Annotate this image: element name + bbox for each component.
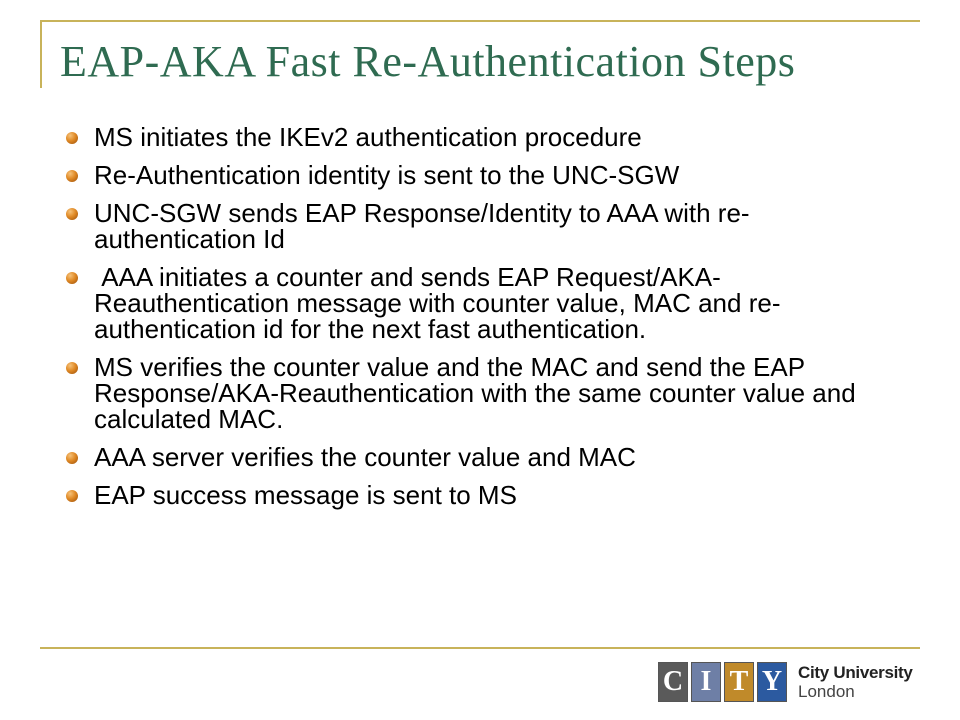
bullet-icon [66, 170, 78, 182]
bullet-icon [66, 490, 78, 502]
city-university-logo [658, 660, 913, 704]
bullet-text: AAA server verifies the counter value and MAC [94, 442, 636, 472]
bullet-item [66, 354, 896, 432]
logo-letter-tile: T [724, 662, 754, 702]
bullet-text: UNC-SGW sends EAP Response/Identity to AAA with re-authentication Id [94, 198, 750, 254]
top-rule [40, 20, 920, 22]
bullet-item [66, 162, 896, 188]
bullet-item [66, 482, 896, 508]
bullet-text: Re-Authentication identity is sent to the UNC-SGW [94, 160, 680, 190]
bottom-rule [40, 647, 920, 649]
bullet-item [66, 124, 896, 150]
slide-title: EAP-AKA Fast Re-Authentication Steps [60, 37, 796, 86]
left-rule [40, 20, 42, 88]
bullet-text: EAP success message is sent to MS [94, 480, 517, 510]
bullet-text: AAA initiates a counter and sends EAP Request/AKA-Reauthentication message with counter value, MAC and re-authentication id for the next fast authentication. [94, 262, 781, 344]
bullet-list [66, 124, 896, 520]
bullet-text: MS verifies the counter value and the MAC and send the EAP Response/AKA-Reauthentication with the same counter value and calculated MAC. [94, 352, 856, 434]
logo-letter-tile: C [658, 662, 688, 702]
bullet-text: MS initiates the IKEv2 authentication procedure [94, 122, 642, 152]
logo-name: City University [798, 663, 913, 682]
bullet-icon [66, 132, 78, 144]
bullet-icon [66, 362, 78, 374]
bullet-icon [66, 272, 78, 284]
logo-wordmark [798, 663, 913, 701]
bullet-icon [66, 208, 78, 220]
logo-sub: London [798, 682, 855, 701]
logo-letter-tile: I [691, 662, 721, 702]
bullet-item [66, 200, 896, 252]
bullet-icon [66, 452, 78, 464]
bullet-item [66, 264, 896, 342]
bullet-item [66, 444, 896, 470]
logo-letter-tile: Y [757, 662, 787, 702]
